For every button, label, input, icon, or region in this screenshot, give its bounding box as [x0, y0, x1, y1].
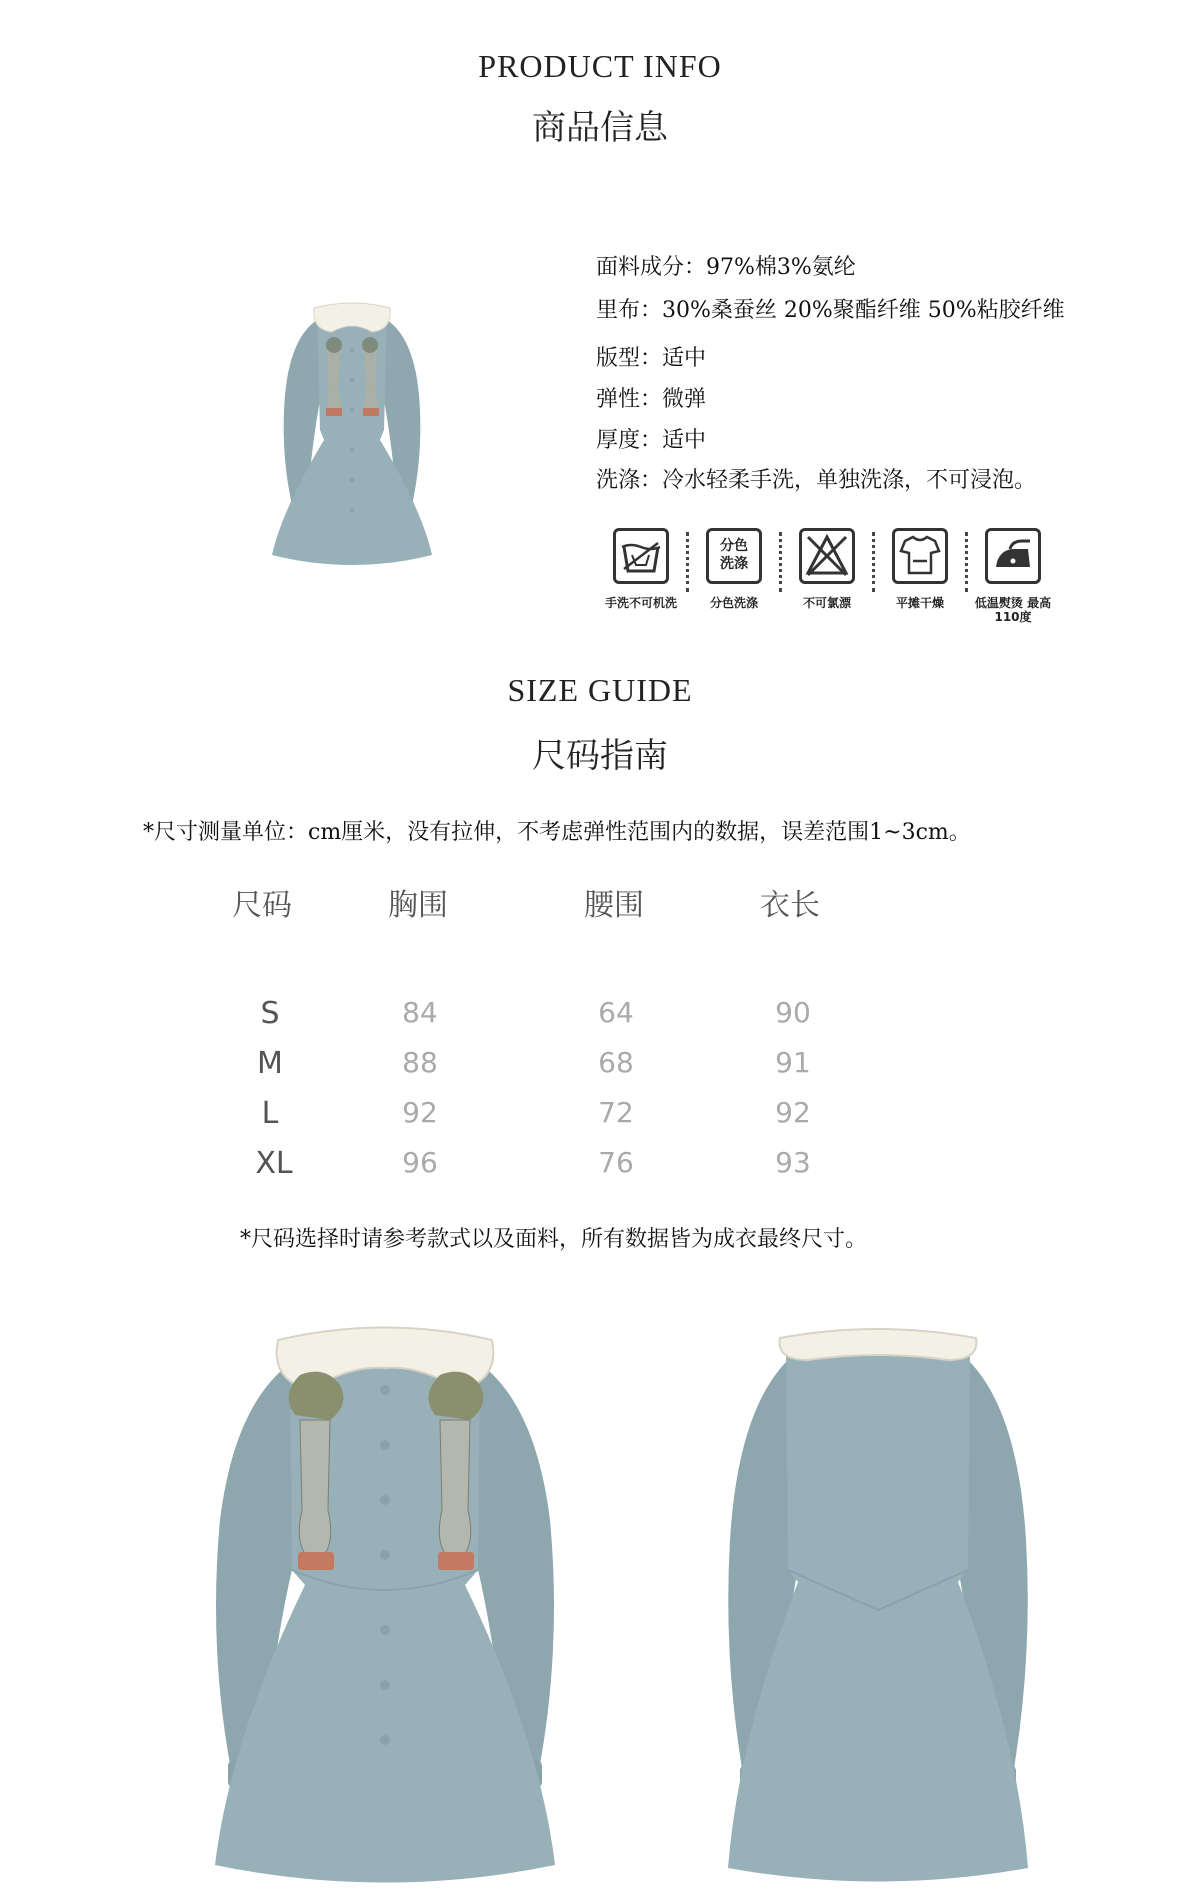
- cell-length: 93: [775, 1146, 811, 1179]
- size-guide-title-cn: 尺码指南: [532, 736, 668, 776]
- cell-size: S: [260, 996, 280, 1031]
- care-label-low-iron: 低温熨烫 最高110度: [974, 596, 1052, 624]
- header-length: 衣长: [760, 888, 820, 923]
- cell-waist: 72: [598, 1096, 634, 1129]
- cell-size: XL: [255, 1146, 293, 1181]
- care-item-flat-dry: [875, 528, 965, 610]
- table-row: [0, 996, 1200, 1046]
- hand-wash-icon: [613, 528, 669, 584]
- product-info-title-en: PRODUCT INFO: [478, 48, 722, 84]
- spec-fit: 版型：适中: [596, 346, 707, 371]
- separate-wash-icon: [706, 528, 762, 584]
- spec-washing: 洗涤：冷水轻柔手洗，单独洗涤，不可浸泡。: [596, 468, 1037, 493]
- cell-chest: 96: [402, 1146, 438, 1179]
- size-guide-title-en: SIZE GUIDE: [507, 672, 693, 708]
- cell-chest: 92: [402, 1096, 438, 1129]
- cell-chest: 88: [402, 1046, 438, 1079]
- cell-length: 90: [775, 996, 811, 1029]
- header-size: 尺码: [232, 888, 292, 923]
- size-note-top: *尺寸测量单位：cm厘米，没有拉伸，不考虑弹性范围内的数据，误差范围1~3cm。: [143, 820, 971, 845]
- header-chest: 胸围: [388, 888, 448, 923]
- header-waist: 腰围: [584, 888, 644, 923]
- care-label-flat-dry: 平摊干燥: [895, 596, 944, 610]
- spec-thickness: 厚度：适中: [596, 428, 707, 453]
- cell-waist: 68: [598, 1046, 634, 1079]
- product-thumbnail-image: [262, 290, 442, 570]
- care-label-hand-wash: 手洗不可机洗: [604, 596, 677, 610]
- table-row: [0, 1096, 1200, 1146]
- separate-wash-box-text: 分色洗涤: [720, 538, 748, 572]
- cell-chest: 84: [402, 996, 438, 1029]
- care-label-separate-wash: 分色洗涤: [709, 596, 758, 610]
- care-icons-row: [596, 528, 1096, 628]
- care-item-separate-wash: [689, 528, 779, 610]
- spec-lining: 里布：30%桑蚕丝 20%聚酯纤维 50%粘胶纤维: [596, 298, 1065, 323]
- table-row: [0, 1046, 1200, 1096]
- cell-size: M: [257, 1046, 283, 1081]
- product-info-title-cn: 商品信息: [532, 108, 668, 148]
- cell-size: L: [261, 1096, 279, 1131]
- product-front-image: [200, 1320, 570, 1890]
- flat-dry-icon: [892, 528, 948, 584]
- low-iron-icon: [985, 528, 1041, 584]
- care-item-no-bleach: [782, 528, 872, 610]
- spec-elasticity: 弹性：微弹: [596, 387, 707, 412]
- cell-waist: 64: [598, 996, 634, 1029]
- table-row: [0, 1146, 1200, 1196]
- size-note-bottom: *尺码选择时请参考款式以及面料，所有数据皆为成衣最终尺寸。: [240, 1227, 868, 1252]
- cell-waist: 76: [598, 1146, 634, 1179]
- care-item-hand-wash: [596, 528, 686, 610]
- cell-length: 91: [775, 1046, 811, 1079]
- care-label-no-bleach: 不可氯漂: [802, 596, 851, 610]
- spec-fabric: 面料成分：97%棉3%氨纶: [596, 255, 856, 280]
- product-back-image: [718, 1320, 1038, 1890]
- cell-length: 92: [775, 1096, 811, 1129]
- no-bleach-icon: [799, 528, 855, 584]
- care-item-low-iron: [968, 528, 1058, 624]
